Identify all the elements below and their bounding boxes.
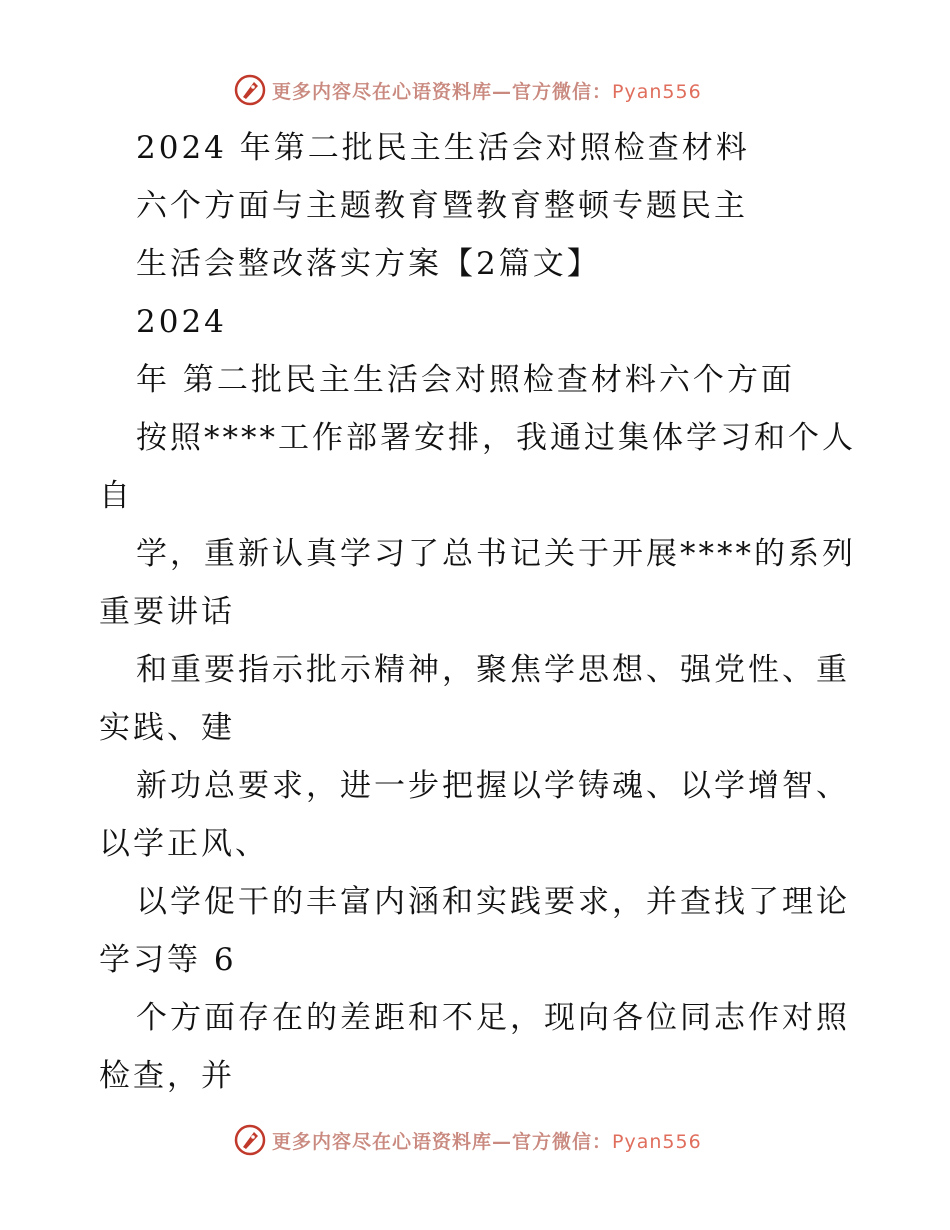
pen-nib-logo-icon	[232, 72, 268, 108]
doc-line: 学，重新认真学习了总书记关于开展****的系列	[136, 536, 856, 572]
doc-line: 按照****工作部署安排，我通过集体学习和个人	[136, 420, 856, 456]
doc-title-line-1: 2024 年第二批民主生活会对照检查材料	[136, 130, 750, 166]
doc-title-line-2: 六个方面与主题教育暨教育整顿专题民主	[136, 188, 748, 224]
doc-line: 年 第二批民主生活会对照检查材料六个方面	[136, 362, 795, 398]
doc-line: 学习等 6	[99, 942, 237, 978]
doc-line: 以学促干的丰富内涵和实践要求，并查找了理论	[136, 884, 850, 920]
doc-line: 新功总要求，进一步把握以学铸魂、以学增智、	[136, 768, 850, 804]
doc-line: 检查，并	[99, 1058, 235, 1094]
doc-line: 自	[99, 478, 133, 514]
footer-watermark	[232, 1120, 732, 1160]
doc-title-line-3: 生活会整改落实方案【2篇文】	[136, 246, 601, 282]
doc-line: 以学正风、	[99, 826, 269, 862]
doc-line: 重要讲话	[99, 594, 235, 630]
header-watermark	[232, 70, 732, 110]
watermark-id: Pyan556	[612, 1130, 702, 1153]
doc-line: 和重要指示批示精神，聚焦学思想、强党性、重	[136, 652, 850, 688]
watermark-text: 更多内容尽在心语资料库—官方微信：	[272, 80, 613, 103]
doc-line: 实践、建	[99, 710, 235, 746]
watermark-id: Pyan556	[612, 80, 702, 103]
pen-nib-logo-icon	[232, 1122, 268, 1158]
doc-line: 2024	[136, 304, 227, 340]
doc-line: 个方面存在的差距和不足，现向各位同志作对照	[136, 1000, 850, 1036]
watermark-text: 更多内容尽在心语资料库—官方微信：	[272, 1130, 613, 1153]
